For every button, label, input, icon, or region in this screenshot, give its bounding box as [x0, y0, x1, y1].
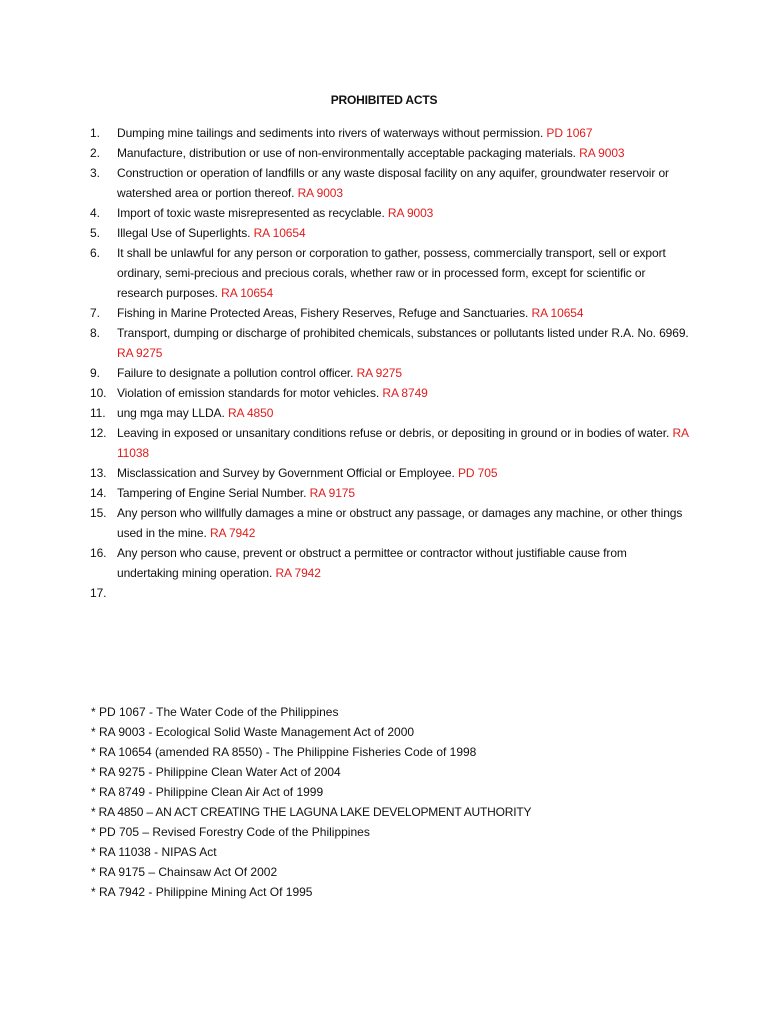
item-text: Construction or operation of landfills or any waste disposal facility on any aquifer, groundwater reservoir or watershed area or portion thereof.: [117, 166, 669, 200]
item-text: Any person who cause, prevent or obstruct a permittee or contractor without justifiable cause from undertaking mining operation.: [117, 546, 627, 580]
legend-item: [91, 822, 651, 842]
list-item: [90, 543, 690, 583]
legend-description: – AN ACT CREATING THE LAGUNA LAKE DEVELOPMENT AUTHORITY: [143, 805, 532, 819]
legend-code: * RA 4850: [91, 805, 144, 819]
item-number: 16.: [90, 546, 107, 560]
law-reference: RA 9003: [297, 186, 343, 200]
legend-item: [91, 802, 651, 822]
legend-code: * RA 10654 (amended RA 8550): [91, 745, 263, 759]
item-number: 6.: [90, 246, 100, 260]
law-reference: RA 9003: [387, 206, 434, 220]
law-reference: RA 9175: [309, 486, 355, 500]
law-reference: RA 9275: [356, 366, 402, 380]
legend-description: - Philippine Mining Act Of 1995: [145, 885, 313, 899]
legend-description: - Philippine Clean Air Act of 1999: [145, 785, 324, 799]
list-item: [90, 303, 690, 323]
legend-item: [91, 882, 651, 902]
item-text: It shall be unlawful for any person or corporation to gather, possess, commercially transport, sell or export ordinary, semi-precious and precious corals, whether raw or in processed form, except for scientific or research purposes.: [117, 246, 666, 300]
legend-code: * RA 9275: [91, 765, 146, 779]
legend-item: [91, 762, 651, 782]
item-number: 1.: [90, 126, 100, 140]
item-text: Failure to designate a pollution control officer.: [117, 366, 354, 380]
item-text: Dumping mine tailings and sediments into rivers of waterways without permission.: [117, 126, 544, 140]
item-number: 2.: [90, 146, 100, 160]
item-number: 15.: [90, 506, 107, 520]
list-item: [90, 123, 690, 143]
legend-description: - The Philippine Fisheries Code of 1998: [262, 745, 477, 759]
law-reference: RA 9003: [579, 146, 625, 160]
prohibited-acts-list: [90, 123, 690, 600]
legend-item: [91, 742, 651, 762]
legend-item: [91, 842, 651, 862]
item-number: 5.: [90, 226, 100, 240]
list-item: [90, 243, 690, 303]
law-reference: RA 10654: [531, 306, 584, 320]
item-text: Misclassication and Survey by Government Official or Employee.: [117, 466, 455, 480]
item-number: 17.: [90, 586, 107, 600]
legend-description: - Philippine Clean Water Act of 2004: [145, 765, 341, 779]
list-item: [90, 383, 690, 403]
legend-item: [91, 862, 651, 882]
item-number: 14.: [90, 486, 107, 500]
legend-code: * RA 9003: [91, 725, 146, 739]
law-reference: RA 11038: [117, 426, 689, 460]
law-reference: PD 1067: [546, 126, 593, 140]
list-item: [90, 363, 690, 383]
legend-code: * RA 9175: [91, 865, 146, 879]
law-reference: RA 10654: [221, 286, 274, 300]
item-number: 9.: [90, 366, 100, 380]
item-number: 10.: [90, 386, 107, 400]
item-number: 13.: [90, 466, 107, 480]
legend-item: [91, 722, 651, 742]
page-title: PROHIBITED ACTS: [330, 93, 438, 107]
list-item: [90, 483, 690, 503]
list-item: [90, 223, 690, 243]
legend-description: - Ecological Solid Waste Management Act of 2000: [145, 725, 415, 739]
law-reference: RA 4850: [227, 406, 274, 420]
item-number: 12.: [90, 426, 107, 440]
legend-item: [91, 782, 651, 802]
legend-description: - NIPAS Act: [150, 845, 217, 859]
legend-description: - The Water Code of the Philippines: [145, 705, 339, 719]
law-reference: RA 8749: [382, 386, 428, 400]
item-text: Tampering of Engine Serial Number.: [117, 486, 307, 500]
list-item: [90, 503, 690, 543]
list-item: [90, 203, 690, 223]
law-reference: RA 7942: [275, 566, 321, 580]
item-text: Import of toxic waste misrepresented as recyclable.: [117, 206, 385, 220]
item-number: 7.: [90, 306, 100, 320]
list-item: [90, 163, 690, 203]
legend-code: * PD 1067: [91, 705, 146, 719]
law-reference: PD 705: [457, 466, 498, 480]
legend-code: * RA 7942: [91, 885, 146, 899]
item-text: Illegal Use of Superlights.: [117, 226, 251, 240]
legend-description: – Chainsaw Act Of 2002: [145, 865, 278, 879]
item-number: 3.: [90, 166, 100, 180]
item-text: Transport, dumping or discharge of prohibited chemicals, substances or pollutants listed under R.A. No. 6969.: [117, 326, 689, 340]
item-number: 8.: [90, 326, 100, 340]
legend-description: – Revised Forestry Code of the Philippines: [139, 825, 370, 839]
legend-item: [91, 702, 651, 722]
law-reference: RA 10654: [253, 226, 306, 240]
list-item: [90, 463, 690, 483]
item-text: ung mga may LLDA.: [117, 406, 225, 420]
list-item: [90, 403, 690, 423]
law-reference: RA 7942: [209, 526, 256, 540]
list-item: [90, 143, 690, 163]
item-text: Any person who willfully damages a mine or obstruct any passage, or damages any machine, or other things used in the mine.: [117, 506, 683, 540]
law-reference: RA 9275: [117, 346, 163, 360]
list-item: [90, 323, 690, 363]
item-number: 11.: [90, 406, 106, 420]
legend-code: * RA 8749: [91, 785, 146, 799]
item-text: Fishing in Marine Protected Areas, Fishery Reserves, Refuge and Sanctuaries.: [117, 306, 529, 320]
list-item: [90, 423, 690, 463]
legend-code: * PD 705: [91, 825, 140, 839]
item-text: Leaving in exposed or unsanitary conditions refuse or debris, or depositing in ground or in bodies of water.: [117, 426, 670, 440]
item-text: Violation of emission standards for motor vehicles.: [117, 386, 380, 400]
legend-code: * RA 11038: [91, 845, 151, 859]
item-number: 4.: [90, 206, 100, 220]
item-text: Manufacture, distribution or use of non-environmentally acceptable packaging materials.: [117, 146, 576, 160]
law-legend: [91, 702, 651, 902]
